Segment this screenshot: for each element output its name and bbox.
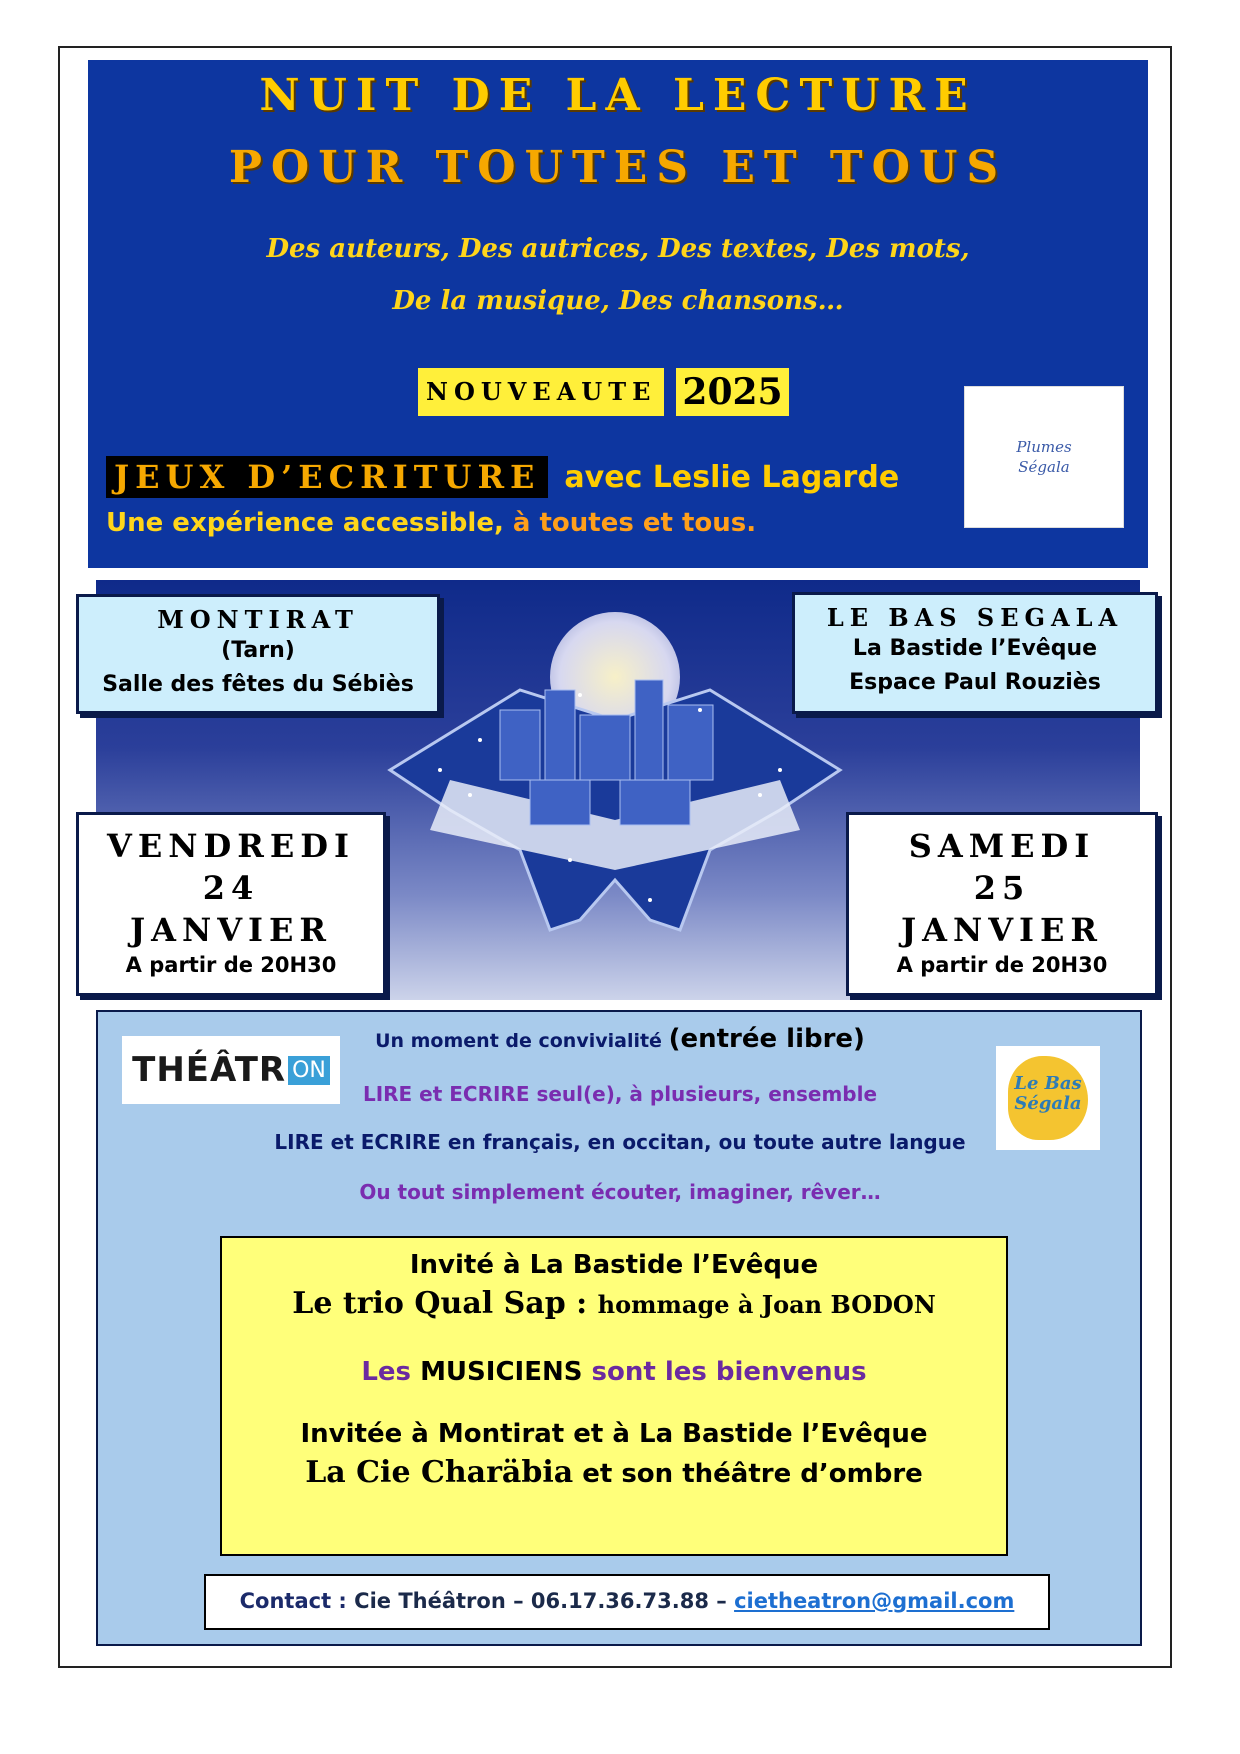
- script-line-1: Des auteurs, Des autrices, Des textes, Des mots,: [266, 234, 970, 264]
- date-right-day: SAMEDI: [908, 827, 1096, 865]
- plumes-logo-line1: Plumes: [1016, 438, 1072, 456]
- venue-left-line2: Salle des fêtes du Sébiès: [102, 672, 414, 697]
- guest-line-1: Invité à La Bastide l’Evêque: [409, 1250, 819, 1280]
- guest-line-2b: hommage à Joan BODON: [597, 1290, 936, 1319]
- script-line-2: De la musique, Des chansons…: [392, 286, 844, 316]
- panel-line-3: LIRE et ECRIRE en français, en occitan, ou toute autre langue: [274, 1130, 966, 1154]
- guest-line-3: [222, 1357, 1006, 1387]
- date-left-number: 24: [202, 869, 260, 907]
- guest-line-2: [222, 1286, 1006, 1321]
- panel-line-2: LIRE et ECRIRE seul(e), à plusieurs, ensemble: [362, 1082, 878, 1106]
- nouveaute-row: [418, 368, 789, 416]
- contact-text: Cie Théâtron – 06.17.36.73.88 –: [354, 1589, 735, 1613]
- panel-line-4: Ou tout simplement écouter, imaginer, rêver…: [359, 1180, 881, 1204]
- venue-right-line1: La Bastide l’Evêque: [852, 636, 1098, 661]
- bas-segala-logo-line2: Ségala: [1014, 1093, 1082, 1114]
- guest-line-4: Invitée à Montirat et à La Bastide l’Evêque: [300, 1419, 928, 1449]
- venue-box-bas-segala: [792, 592, 1158, 714]
- guest-line-3b: MUSICIENS: [420, 1357, 583, 1387]
- guest-box: [220, 1236, 1008, 1556]
- date-right-time: A partir de 20H30: [896, 953, 1108, 977]
- date-left-day: VENDREDI: [107, 827, 355, 865]
- panel-line-1: [0, 1024, 1240, 1054]
- panel-line-1a: Un moment de convivialité: [375, 1030, 669, 1052]
- title-line-2: POUR TOUTES ET TOUS: [228, 142, 1008, 193]
- contact-box: [204, 1574, 1050, 1630]
- guest-line-2a: Le trio Qual Sap :: [292, 1286, 598, 1321]
- contact-email-link[interactable]: cietheatron@gmail.com: [734, 1589, 1015, 1613]
- year-label: 2025: [676, 368, 788, 416]
- theatron-logo-on: ON: [288, 1056, 330, 1085]
- plumes-segala-logo: [964, 386, 1124, 528]
- bas-segala-logo-line1: Le Bas: [1014, 1073, 1082, 1094]
- avec-label: avec Leslie Lagarde: [564, 459, 900, 495]
- date-box-saturday: [846, 812, 1158, 996]
- date-right-number: 25: [973, 869, 1031, 907]
- date-left-month: JANVIER: [130, 911, 332, 949]
- guest-line-5b: et son théâtre d’ombre: [573, 1459, 923, 1489]
- guest-line-3c: sont les bienvenus: [582, 1357, 867, 1387]
- nouveaute-label: NOUVEAUTE: [418, 368, 664, 416]
- date-left-time: A partir de 20H30: [125, 953, 337, 977]
- date-right-month: JANVIER: [901, 911, 1103, 949]
- venue-right-name: LE BAS SEGALA: [826, 603, 1124, 632]
- jeux-row: [106, 456, 899, 498]
- header-banner: [88, 60, 1148, 568]
- venue-left-line1: (Tarn): [221, 638, 295, 663]
- experience-part-b: à toutes et tous.: [503, 508, 757, 538]
- experience-part-a: Une expérience accessible,: [106, 508, 504, 538]
- experience-line: [106, 508, 756, 538]
- guest-line-5: [222, 1455, 1006, 1490]
- venue-left-name: MONTIRAT: [157, 605, 359, 634]
- plumes-logo-line2: Ségala: [1018, 458, 1070, 476]
- guest-line-3a: Les: [361, 1357, 421, 1387]
- title-line-1: NUIT DE LA LECTURE: [259, 70, 977, 121]
- theatron-logo-text: THÉÂTR: [132, 1050, 287, 1090]
- venue-right-line2: Espace Paul Rouziès: [849, 670, 1101, 695]
- contact-label: Contact :: [239, 1589, 355, 1613]
- panel-line-1b: (entrée libre): [668, 1024, 865, 1054]
- date-box-friday: [76, 812, 386, 996]
- venue-box-montirat: [76, 594, 440, 714]
- jeux-label: JEUX D’ECRITURE: [106, 456, 548, 498]
- guest-line-5a: La Cie Charäbia: [305, 1455, 574, 1490]
- book-city-illustration: [380, 620, 850, 940]
